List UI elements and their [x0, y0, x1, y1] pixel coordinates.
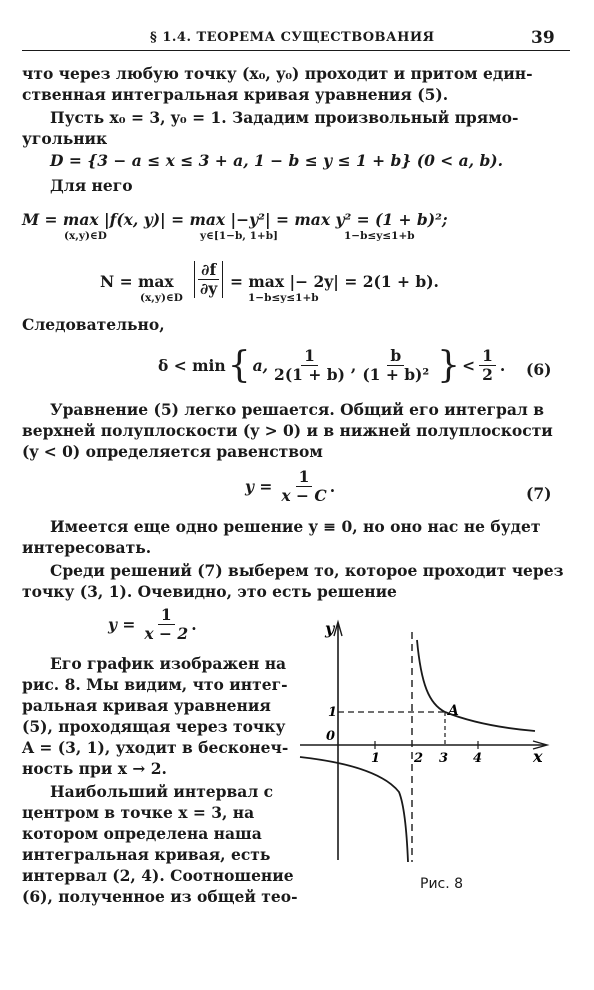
- text-line: точку (3, 1). Очевидно, это есть решение: [22, 582, 397, 601]
- running-header: § 1.4. ТЕОРЕМА СУЩЕСТВОВАНИЯ: [150, 30, 435, 45]
- equation-number: (7): [526, 484, 552, 503]
- text-line: Среди решений (7) выберем то, которое проходит через: [50, 561, 564, 580]
- y-axis-label: y: [325, 619, 335, 638]
- figure-hyperbola: [295, 612, 555, 870]
- text-line: интервал (2, 4). Соотношение: [22, 866, 294, 885]
- formula-M-sub: (x,y)∈D: [64, 230, 107, 242]
- text-line: (6), полученное из общей тео-: [22, 887, 298, 906]
- text-line: котором определена наша: [22, 824, 262, 843]
- text-line: (y < 0) определяется равенством: [22, 442, 323, 461]
- text-line: центром в точке x = 3, на: [22, 803, 255, 822]
- text-line: верхней полуплоскости (y > 0) и в нижней полуплоскости: [22, 421, 553, 440]
- figure-caption: Рис. 8: [420, 876, 464, 892]
- text-line: Имеется еще одно решение y ≡ 0, но оно нас не будет: [50, 517, 541, 536]
- text-line: Пусть x₀ = 3, y₀ = 1. Зададим произвольный прямо-: [50, 108, 519, 127]
- formula-N-derivative: $\frac{\partial f}{\partial y}$: [194, 261, 223, 298]
- domain-definition: D = {3 − a ≤ x ≤ 3 + a, 1 − b ≤ y ≤ 1 + b} (0 < a, b).: [50, 151, 504, 170]
- text-line: (5), проходящая через точку: [22, 717, 286, 736]
- text-line: интегральная кривая, есть: [22, 845, 271, 864]
- tick-label-x: 1: [371, 751, 381, 766]
- formula-N-lead: N = max: [100, 272, 174, 291]
- origin-label: 0: [326, 729, 336, 744]
- text-line: что через любую точку (x₀, y₀) проходит и притом един-: [22, 64, 533, 83]
- tick-label-x: 3: [439, 751, 449, 766]
- text-line: интересовать.: [22, 538, 152, 557]
- curve-lower-branch: [300, 757, 408, 862]
- text-line: ральная кривая уравнения: [22, 696, 271, 715]
- page-number: 39: [531, 28, 555, 48]
- formula-M-sub: 1−b≤y≤1+b: [344, 230, 415, 242]
- header-rule: [22, 50, 570, 51]
- formula-M-sub: y∈[1−b, 1+b]: [200, 230, 279, 242]
- formula-N-sub: 1−b≤y≤1+b: [248, 292, 319, 304]
- text-line: Для него: [50, 176, 133, 195]
- text-line: ность при x → 2.: [22, 759, 167, 778]
- tick-label-x: 4: [473, 751, 483, 766]
- curve-upper-branch: [417, 640, 535, 731]
- text-line: Следовательно,: [22, 315, 165, 334]
- text-line: Уравнение (5) легко решается. Общий его интеграл в: [50, 400, 545, 419]
- text-line: угольник: [22, 129, 108, 148]
- formula-N: = max |− 2y| = 2(1 + b).: [230, 272, 439, 291]
- text-line: Наибольший интервал с: [50, 782, 274, 801]
- text-line: Его график изображен на: [50, 654, 287, 673]
- formula-delta: δ < min { a, $\frac{1}{2(1 + b)}$ , $\frac{b}{\text{(1 + b)²}}$ } < $\frac{1}{2}$ .: [158, 345, 506, 386]
- formula-solution: y = $\frac{1}{x - 2}$ .: [108, 605, 197, 643]
- equation-number: (6): [526, 360, 552, 379]
- tick-label-y: 1: [328, 705, 338, 720]
- formula-7: y = $\frac{1}{x - C}$ .: [245, 467, 336, 505]
- formula-N-sub: (x,y)∈D: [140, 292, 183, 304]
- text-line: A = (3, 1), уходит в бесконеч-: [22, 738, 289, 757]
- point-A-label: A: [448, 703, 459, 719]
- text-line: рис. 8. Мы видим, что интег-: [22, 675, 288, 694]
- text-line: ственная интегральная кривая уравнения (5).: [22, 85, 449, 104]
- formula-M: M = max |f(x, y)| = max |−y²| = max y² = (1 + b)²;: [22, 210, 448, 229]
- tick-label-x: 2: [414, 751, 424, 766]
- x-axis-label: x: [533, 747, 543, 766]
